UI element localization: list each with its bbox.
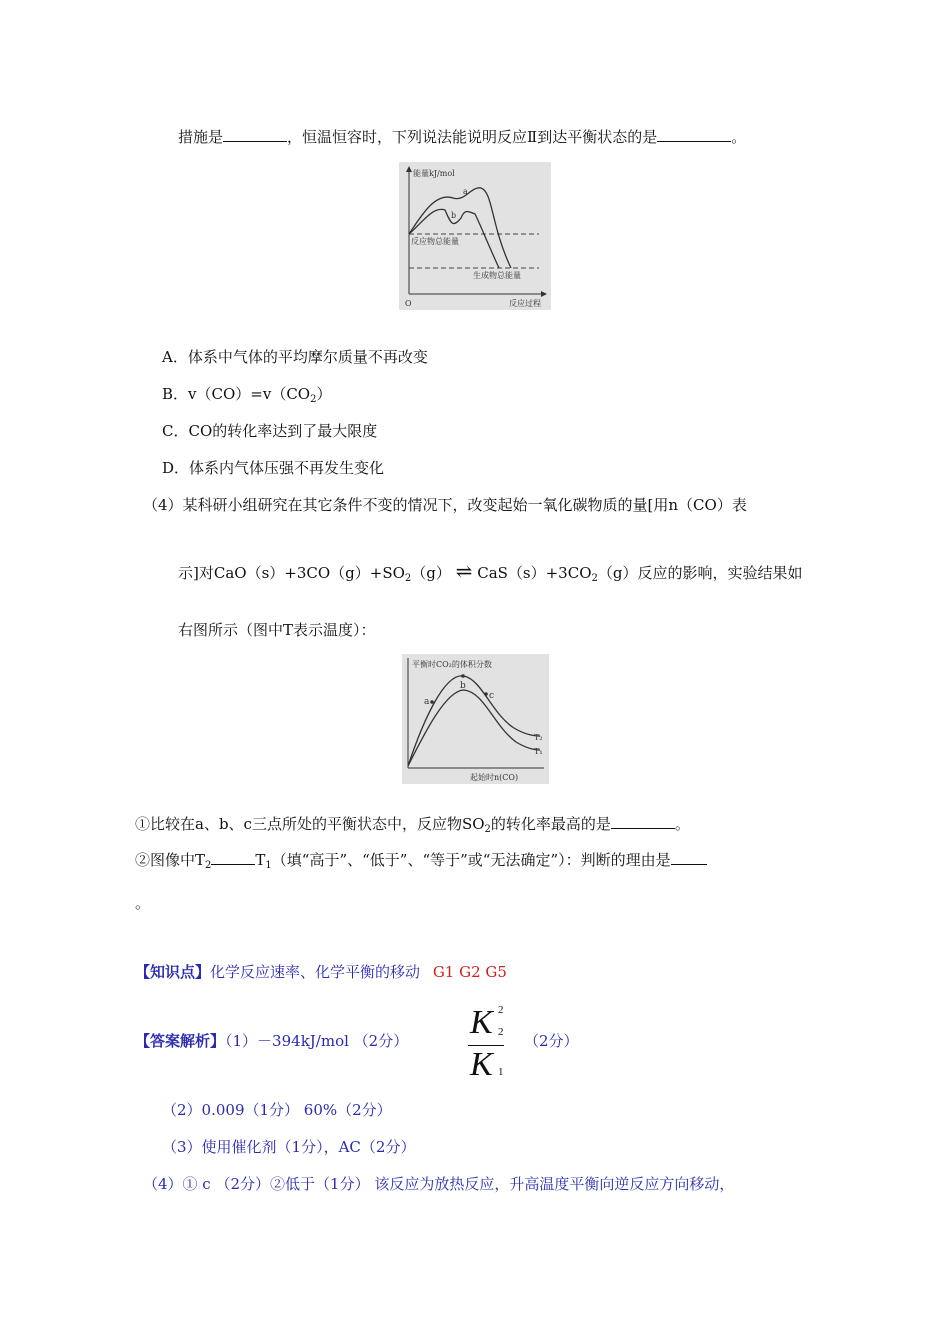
xlabel: 起始时n(CO) [470, 773, 519, 782]
q4-line3: 右图所示（图中T表示温度）： [178, 621, 376, 639]
energy-diagram [399, 162, 551, 310]
sub-question-2-end: 。 [135, 894, 151, 912]
equilibrium-arrow: ⇌ [455, 559, 473, 583]
label-c: c [489, 691, 495, 701]
ylabel: 能量kJ/mol [413, 169, 455, 178]
curve-b-label: b [451, 211, 457, 220]
option-a: A．体系中气体的平均摩尔质量不再改变 [162, 348, 428, 366]
ylabel: 平衡时CO₂的体积分数 [412, 660, 492, 669]
label-b: b [460, 681, 466, 691]
answer-line-1: 【答案解析】（1）－394kJ/mol （2分） [135, 1032, 409, 1050]
fraction-k-ratio: K 2 2 K 1 [470, 1004, 504, 1083]
option-d: D．体系内气体压强不再发生变化 [162, 459, 385, 477]
option-c: C．CO的转化率达到了最大限度 [162, 422, 378, 440]
answer-line-2: （2）0.009（1分） 60%（2分） [162, 1101, 392, 1119]
co2-fraction-chart [402, 654, 549, 784]
product-energy-label: 生成物总能量 [473, 271, 521, 280]
answer-blank [211, 850, 255, 865]
point-b [461, 674, 465, 678]
answer-line-3: （3）使用催化剂（1分），AC（2分） [162, 1138, 416, 1156]
answer-blank [671, 850, 707, 865]
q3-line: 措施是 ，恒温恒容时，下列说法能说明反应Ⅱ到达平衡状态的是 。 [178, 128, 747, 146]
reactant-energy-label: 反应物总能量 [411, 237, 459, 246]
label-a: a [424, 697, 430, 707]
answer-blank [223, 127, 287, 142]
answer-blank [657, 127, 731, 142]
label-t2: T₂ [534, 733, 543, 742]
answer-blank [611, 814, 675, 829]
origin-label: O [405, 299, 412, 308]
answer-line-4: （4）① c （2分）②低于（1分） 该反应为放热反应，升高温度平衡向逆反应方向移动， [143, 1175, 735, 1193]
curve-a-label: a [463, 187, 468, 196]
answer-line-1-score: （2分） [524, 1032, 579, 1050]
point-a [430, 700, 434, 704]
sub-question-2: ②图像中$T_2$ $T_1$（填“高于”、“低于”、“等于”或“无法确定”）：判断的理由是 [135, 850, 707, 876]
point-c [484, 692, 488, 696]
knowledge-point: 【知识点】化学反应速率、化学平衡的移动 G1 G2 G5 [135, 963, 507, 981]
option-b: B．$v(CO)=v(CO_2)$ [162, 385, 332, 405]
q4-line1: （4）某科研小组研究在其它条件不变的情况下，改变起始一氧化碳物质的量[用n（CO）表 [143, 496, 747, 514]
sub-question-1: ①比较在a、b、c三点所处的平衡状态中，反应物$SO_2$的转化率最高的是 。 [135, 815, 690, 835]
label-t1: T₁ [534, 747, 543, 756]
xlabel: 反应过程 [509, 299, 541, 308]
q4-line2: 示]对$CaO(s)+3CO(g)+SO_2(g)$ ⇌ $CaS(s)+3CO_2(g)$反应的影响，实验结果如 [178, 559, 803, 584]
